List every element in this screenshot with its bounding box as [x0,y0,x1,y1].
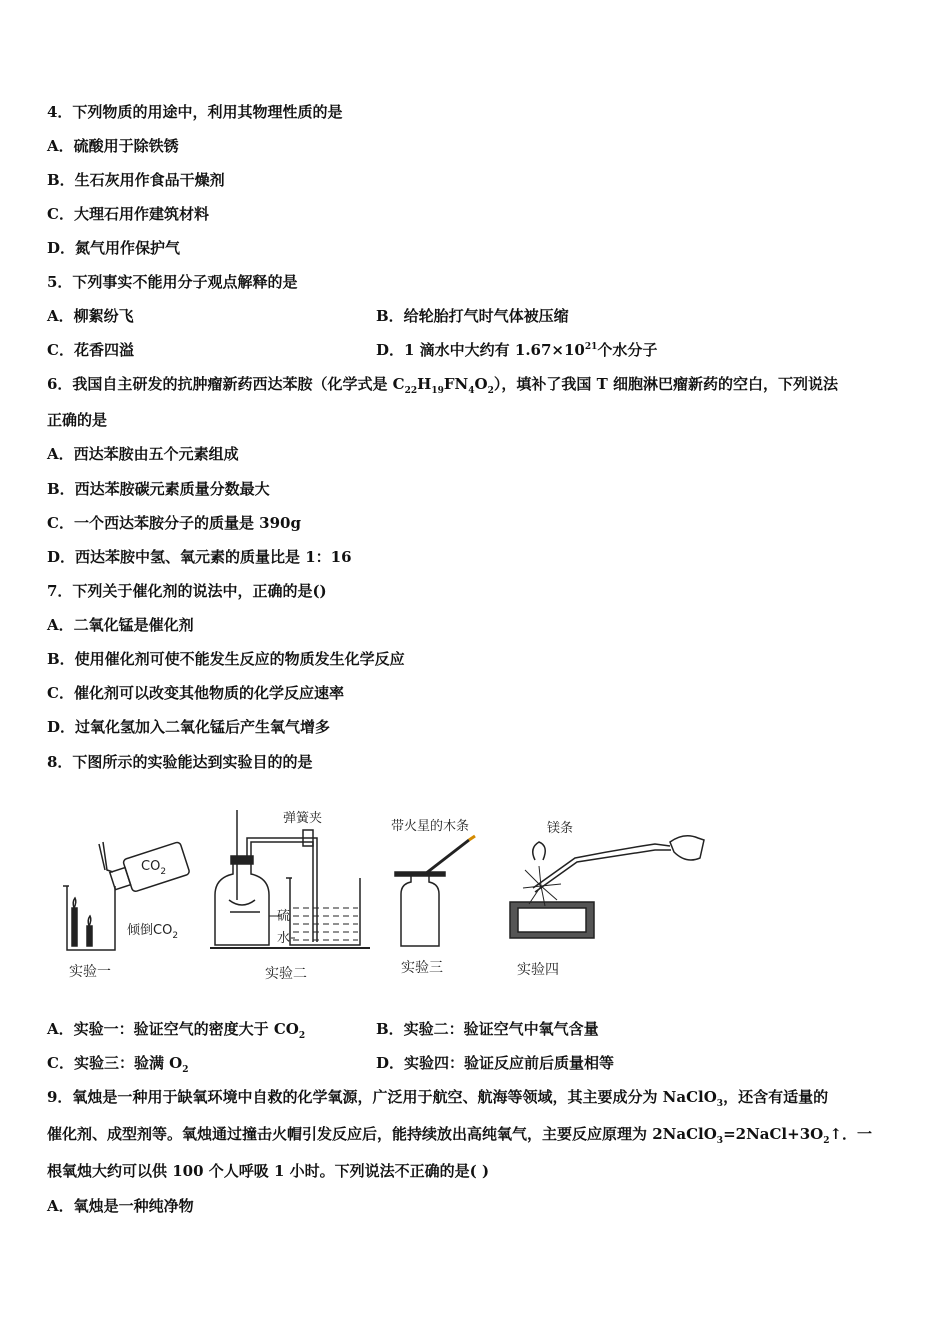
q6-option-c: C．一个西达苯胺分子的质量是 390g [47,514,301,532]
q5-option-d: D．1 滴水中大约有 $1.67\times 10^{21}$个水分子 [376,341,658,359]
co2-bottle-label: $CO_2$ [141,859,167,877]
q7-option-d: D．过氧化氢加入二氧化锰后产生氧气增多 [47,718,331,736]
experiment-figure [55,800,725,990]
q7-stem: 7．下列关于催化剂的说法中，正确的是() [47,582,327,600]
q8-option-c: C．实验三：验满 $O_2$ [47,1054,189,1075]
experiment-4-apparatus [510,836,704,938]
q9-stem-line2: 催化剂、成型剂等。氧烛通过撞击火帽引发反应后，能持续放出高纯氧气，主要反应原理为 $2NaClO_3=2NaCl+3O_2↑$．一 [47,1125,873,1146]
q9-stem-line3: 根氧烛大约可以供 100 个人呼吸 1 小时。下列说法不正确的是( ) [47,1162,490,1180]
q8-option-d: D．实验四：验证反应前后质量相等 [376,1054,615,1072]
magnesium-strip-label: 镁条 [547,821,574,836]
q9-stem-line1: 9．氧烛是一种用于缺氧环境中自救的化学氧源，广泛用于航空、航海等领域，其主要成分为 NaClO$_3$，还含有适量的 [47,1088,829,1109]
experiment-2-apparatus [210,810,370,948]
q6-stem: 6．我国自主研发的抗肿瘤新药西达苯胺（化学式是 $C_{22}H_{19}FN_4O_2$），填补了我国 T 细胞淋巴瘤新药的空白，下列说法 [47,375,838,396]
q5-option-a: A．柳絮纷飞 [47,307,134,325]
caption-experiment-3: 实验三 [401,960,443,976]
q5-stem: 5．下列事实不能用分子观点解释的是 [47,273,298,291]
q6-stem-line2: 正确的是 [47,411,108,429]
caption-experiment-2: 实验二 [265,966,307,982]
q4-option-d: D．氮气用作保护气 [47,239,181,257]
experiment-3-apparatus [395,836,475,946]
q8-option-b: B．实验二：验证空气中氧气含量 [376,1020,599,1038]
q4-option-b: B．生石灰用作食品干燥剂 [47,171,225,189]
q6-option-a: A．西达苯胺由五个元素组成 [47,445,239,463]
q4-option-c: C．大理石用作建筑材料 [47,205,209,223]
q5-option-c: C．花香四溢 [47,341,134,359]
q9-option-a: A．氧烛是一种纯净物 [47,1197,194,1215]
q6-option-b: B．西达苯胺碳元素质量分数最大 [47,480,270,498]
q8-stem: 8．下图所示的实验能达到实验目的的是 [47,753,313,771]
q4-option-a: A．硫酸用于除铁锈 [47,137,179,155]
q7-option-a: A．二氧化锰是催化剂 [47,616,194,634]
caption-experiment-1: 实验一 [69,964,111,980]
sulfur-label: 硫 [277,909,291,924]
clamp-label: 弹簧夹 [283,811,323,826]
glowing-splint-label: 带火星的木条 [391,819,470,834]
q5-option-b: B．给轮胎打气时气体被压缩 [376,307,569,325]
q8-option-a: A．实验一：验证空气的密度大于 $CO_2$ [47,1020,306,1041]
pour-co2-label: 倾倒$CO_2$ [127,923,179,941]
q7-option-c: C．催化剂可以改变其他物质的化学反应速率 [47,684,344,702]
q7-option-b: B．使用催化剂可使不能发生反应的物质发生化学反应 [47,650,405,668]
q6-option-d: D．西达苯胺中氢、氧元素的质量比是 1：16 [47,548,352,566]
q4-stem: 4．下列物质的用途中，利用其物理性质的是 [47,103,343,121]
caption-experiment-4: 实验四 [517,962,559,978]
water-label: 水 [277,931,291,946]
